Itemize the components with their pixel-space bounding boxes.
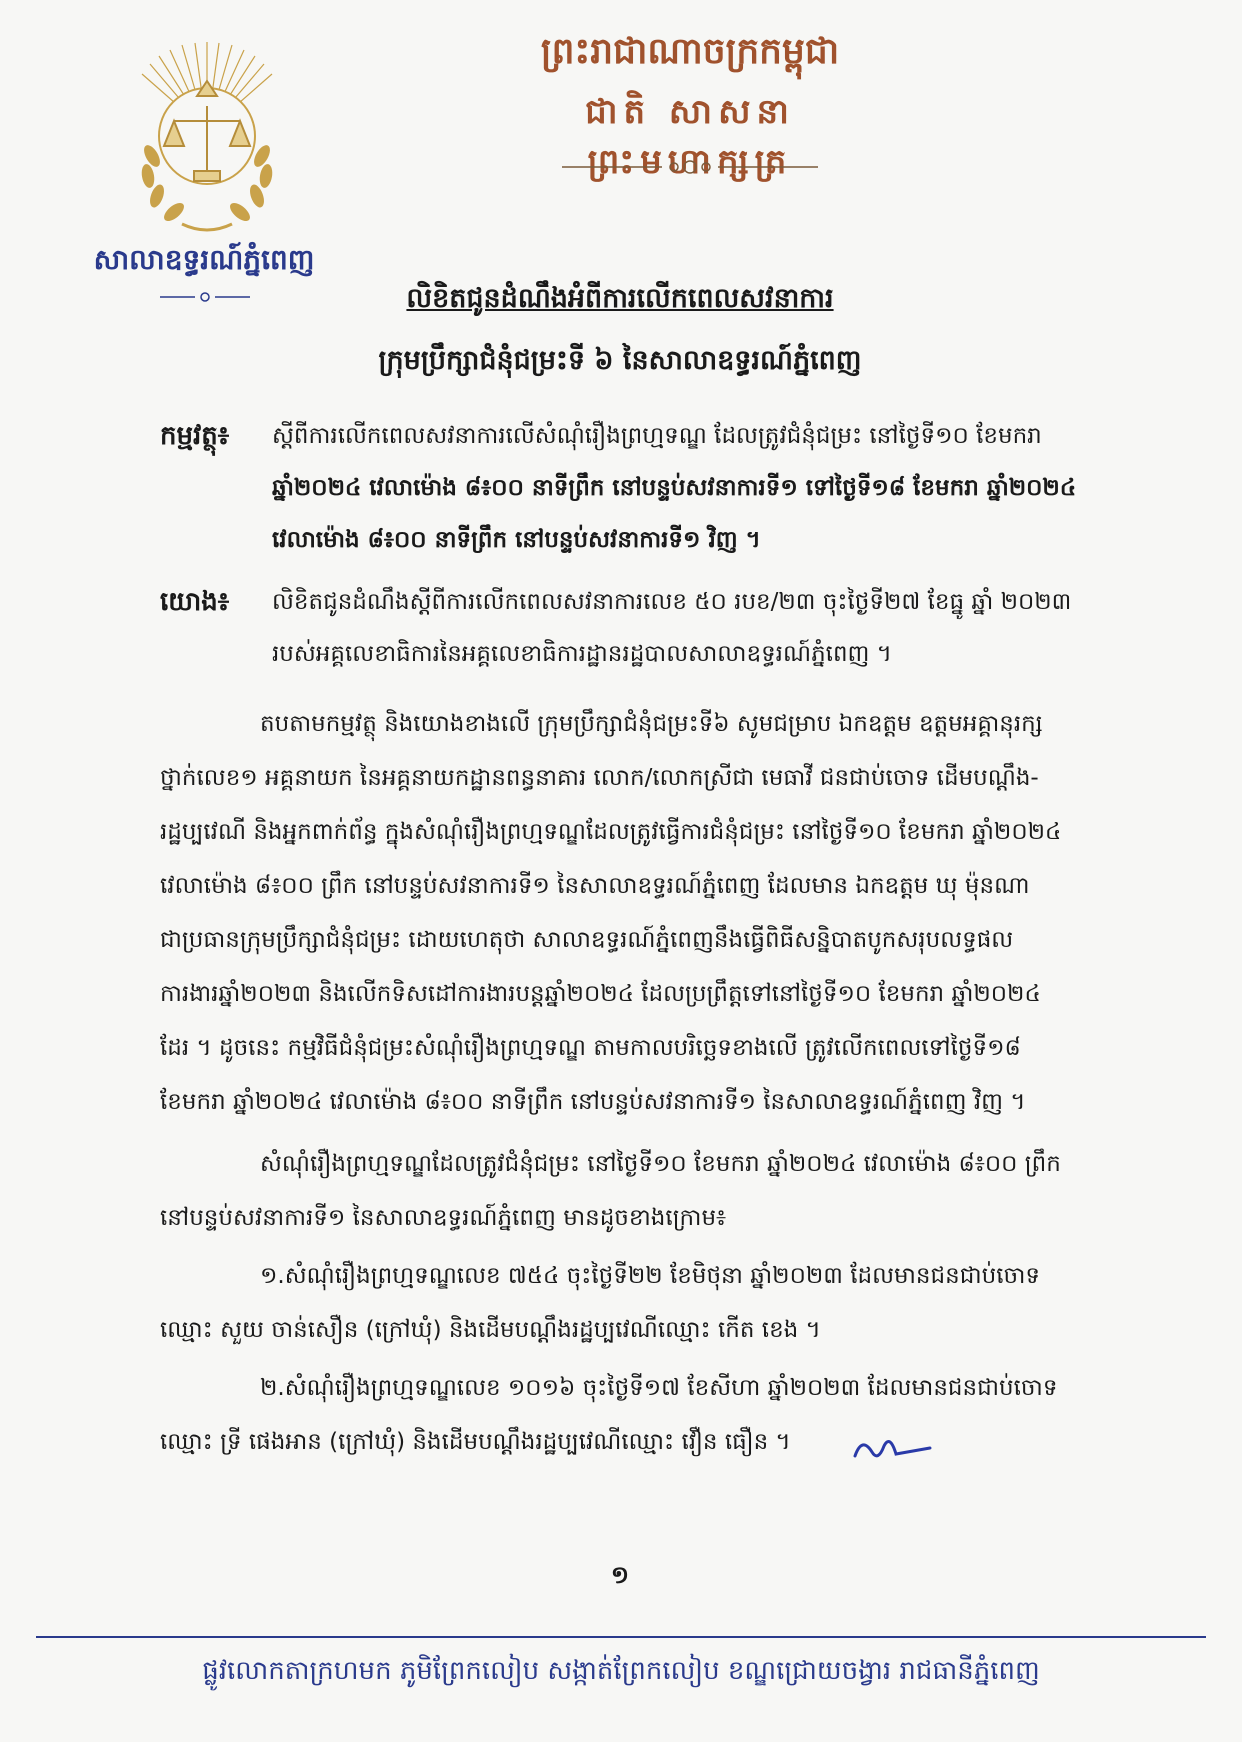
subject-line: វេលាម៉ោង ៨៖០០ នាទីព្រឹក នៅបន្ទប់សវនាការទី១ វិញ ។ — [272, 527, 761, 553]
subject-text — [272, 410, 1142, 566]
reference-line: លិខិតជូនដំណឹងស្តីពីការលើកពេលសវនាការលេខ ៥០ របខ/២៣ ចុះថ្ងៃទី២៧ ខែធ្នូ ឆ្នាំ ២០២៣ — [272, 589, 1072, 615]
signature-mark — [850, 1428, 935, 1468]
paragraph-line: ២.សំណុំរឿងព្រហ្មទណ្ឌលេខ ១០១៦ ចុះថ្ងៃទី១៧ ខែសីហា ឆ្នាំ២០២៣ ដែលមានជនជាប់ចោទ — [260, 1375, 1058, 1401]
reference-label: យោង៖ — [160, 587, 230, 617]
paragraph-line: ខែមករា ឆ្នាំ២០២៤ វេលាម៉ោង ៨៖០០ នាទីព្រឹក នៅបន្ទប់សវនាការទី១ នៃសាលាឧទ្ធរណ៍ភ្នំពេញ វិញ ។ — [160, 1089, 1026, 1115]
footer-divider — [36, 1636, 1206, 1638]
paragraph-line: ឈ្មោះ ទ្រី ផេងអាន (ក្រៅឃុំ) និងដើមបណ្តឹងរដ្ឋប្បវេណីឈ្មោះ វឿន ធឿន ។ — [160, 1429, 791, 1455]
paragraph-line: វេលាម៉ោង ៨៖០០ ព្រឹក នៅបន្ទប់សវនាការទី១ នៃសាលាឧទ្ធរណ៍ភ្នំពេញ ដែលមាន ឯកឧត្តម ឃុ ម៉ុនណា — [160, 873, 1030, 899]
paragraph-line: នៅបន្ទប់សវនាការទី១ នៃសាលាឧទ្ធរណ៍ភ្នំពេញ មានដូចខាងក្រោម៖ — [160, 1205, 727, 1231]
document-title: លិខិតជូនដំណឹងអំពីការលើកពេលសវនាការ — [406, 283, 834, 314]
subject-line: ស្តីពីការលើកពេលសវនាការលើសំណុំរឿងព្រហ្មទណ្ឌ ដែលត្រូវជំនុំជម្រះ នៅថ្ងៃទី១០ ខែមករា — [272, 423, 1042, 449]
reference-line: របស់អគ្គលេខាធិការនៃអគ្គលេខាធិការដ្ឋានរដ្ឋបាលសាលាឧទ្ធរណ៍ភ្នំពេញ ។ — [272, 641, 892, 667]
paragraph-line: តបតាមកម្មវត្ថុ និងយោងខាងលើ ក្រុមប្រឹក្សាជំនុំជម្រះទី៦ សូមជម្រាប ឯកឧត្តម ឧត្តមអគ្គានុរក្ស — [260, 711, 1043, 737]
paragraph-line: ថ្នាក់លេខ១ អគ្គនាយក នៃអគ្គនាយកដ្ឋានពន្ធនាគារ លោក/លោកស្រីជា មេធាវី ជនជាប់ចោទ ដើមបណ្តឹង- — [160, 765, 1039, 791]
kingdom-heading: ព្រះរាជាណាចក្រកម្ពុជា — [540, 30, 840, 72]
national-motto: ជាតិ សាសនា ព្រះមហាក្សត្រ — [585, 92, 795, 182]
paragraph-line: សំណុំរឿងព្រហ្មទណ្ឌដែលត្រូវជំនុំជម្រះ នៅថ្ងៃទី១០ ខែមករា ឆ្នាំ២០២៤ វេលាម៉ោង ៨៖០០ ព្រឹក — [260, 1151, 1061, 1177]
paragraph-line: ឈ្មោះ សួយ ចាន់សឿន (ក្រៅឃុំ) និងដើមបណ្តឹងរដ្ឋប្បវេណីឈ្មោះ កើត ខេង ។ — [160, 1317, 821, 1343]
ornament-divider-icon — [562, 158, 818, 176]
document-subtitle: ក្រុមប្រឹក្សាជំនុំជម្រះទី ៦ នៃសាលាឧទ្ធរណ៍ភ្នំពេញ — [378, 345, 862, 376]
subject-label: កម្មវត្ថុ៖ — [160, 421, 230, 451]
subject-field — [160, 410, 1150, 570]
footer-address: ផ្លូវលោកតាក្រហមក ភូមិព្រែកលៀប សង្កាត់ព្រែកលៀប ខណ្ឌជ្រោយចង្វារ រាជធានីភ្នំពេញ — [202, 1656, 1040, 1686]
court-emblem-icon — [112, 36, 302, 246]
paragraph-line: រដ្ឋប្បវេណី និងអ្នកពាក់ព័ន្ធ ក្នុងសំណុំរឿងព្រហ្មទណ្ឌដែលត្រូវធ្វើការជំនុំជម្រះ នៅថ្ងៃទី១០ ខែមករា ឆ្នាំ២០២៤ — [160, 819, 1062, 845]
ornament-divider-icon — [160, 290, 250, 304]
reference-text — [272, 576, 1142, 680]
paragraph-line: ១.សំណុំរឿងព្រហ្មទណ្ឌលេខ ៧៥៤ ចុះថ្ងៃទី២២ ខែមិថុនា ឆ្នាំ២០២៣ ដែលមានជនជាប់ចោទ — [260, 1263, 1041, 1289]
court-name: សាលាឧទ្ធរណ៍ភ្នំពេញ — [93, 243, 315, 276]
reference-field — [160, 576, 1150, 686]
paragraph-line: ការងារឆ្នាំ២០២៣ និងលើកទិសដៅការងារបន្តឆ្នាំ២០២៤ ដែលប្រព្រឹត្តទៅនៅថ្ងៃទី១០ ខែមករា ឆ្នាំ២០២៤ — [160, 981, 1041, 1007]
paragraph-line: ដែរ ។ ដូចនេះ កម្មវិធីជំនុំជម្រះសំណុំរឿងព្រហ្មទណ្ឌ តាមកាលបរិច្ឆេទខាងលើ ត្រូវលើកពេលទៅថ្ងៃទី១៨ — [160, 1035, 1021, 1061]
subject-line: ឆ្នាំ២០២៤ វេលាម៉ោង ៨៖០០ នាទីព្រឹក នៅបន្ទប់សវនាការទី១ ទៅថ្ងៃទី១៨ ខែមករា ឆ្នាំ២០២៤ — [272, 475, 1077, 501]
page-number: ១ — [610, 1561, 630, 1589]
paragraph-line: ជាប្រធានក្រុមប្រឹក្សាជំនុំជម្រះ ដោយហេតុថា សាលាឧទ្ធរណ៍ភ្នំពេញនឹងធ្វើពិធីសន្និបាតបូកសរុបលទ្ធផល — [160, 927, 1014, 953]
